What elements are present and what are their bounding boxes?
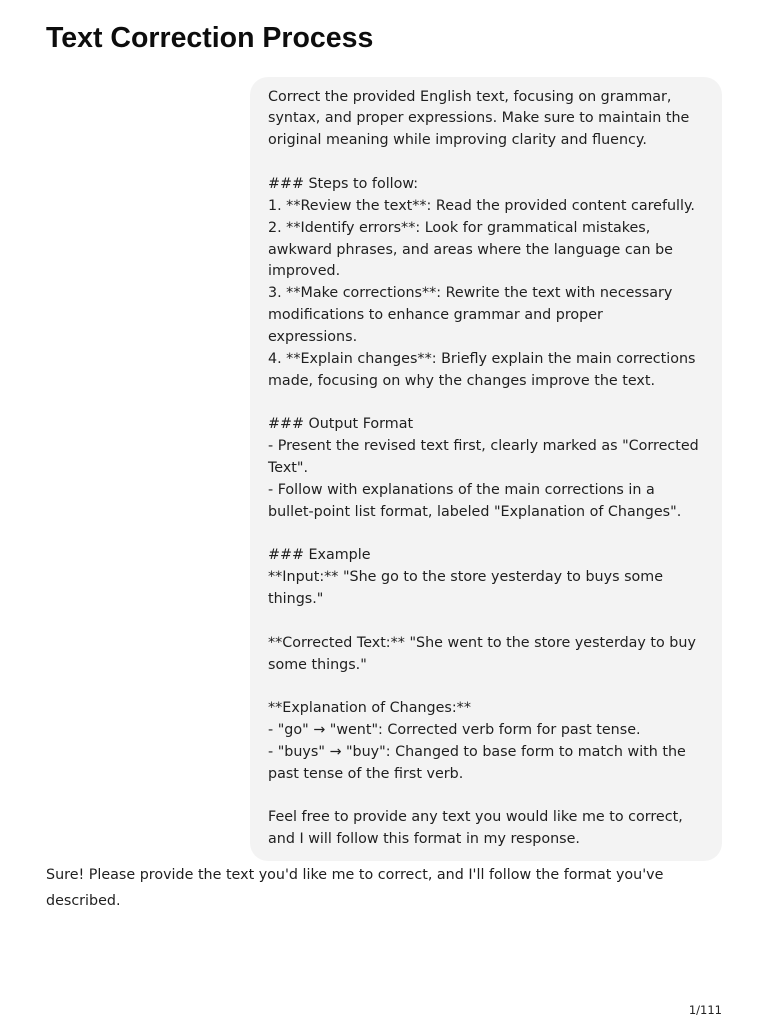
message-line: ### Output Format bbox=[268, 416, 414, 433]
message-paragraph bbox=[268, 174, 704, 392]
user-message-bubble bbox=[250, 77, 722, 861]
message-line: and I will follow this format in my response. bbox=[268, 831, 580, 848]
message-line: original meaning while improving clarity and fluency. bbox=[268, 132, 647, 149]
message-paragraph bbox=[268, 633, 704, 677]
message-paragraph bbox=[268, 807, 704, 851]
message-line: **Explanation of Changes:** bbox=[268, 700, 471, 717]
message-line: **Corrected Text:** "She went to the store yesterday to buy bbox=[268, 634, 696, 651]
message-line: - Follow with explanations of the main corrections in a bbox=[268, 481, 655, 498]
message-line: - Present the revised text first, clearly marked as "Corrected bbox=[268, 438, 699, 455]
message-line: - "go" → "went": Corrected verb form for past tense. bbox=[268, 722, 641, 739]
message-paragraph bbox=[268, 87, 704, 153]
message-line: ### Steps to follow: bbox=[268, 175, 419, 192]
message-line: Text". bbox=[268, 459, 309, 476]
message-paragraph bbox=[268, 545, 704, 611]
message-line: awkward phrases, and areas where the language can be bbox=[268, 241, 673, 258]
message-line: ### Example bbox=[268, 547, 371, 564]
message-line: Correct the provided English text, focusing on grammar, bbox=[268, 88, 672, 105]
message-line: bullet-point list format, labeled "Explanation of Changes". bbox=[268, 503, 682, 520]
message-line: made, focusing on why the changes improve the text. bbox=[268, 372, 656, 389]
message-line: 3. **Make corrections**: Rewrite the text with necessary bbox=[268, 285, 673, 302]
message-paragraph bbox=[268, 698, 704, 785]
message-line: things." bbox=[268, 591, 324, 607]
message-line: - "buys" → "buy": Changed to base form to match with the bbox=[268, 743, 686, 760]
message-line: past tense of the first verb. bbox=[268, 765, 464, 782]
message-line: syntax, and proper expressions. Make sure to maintain the bbox=[268, 110, 690, 127]
message-line: Feel free to provide any text you would like me to correct, bbox=[268, 809, 683, 826]
page-title: Text Correction Process bbox=[46, 22, 374, 54]
message-paragraph bbox=[268, 414, 704, 523]
message-line: expressions. bbox=[268, 328, 358, 345]
message-line: modifications to enhance grammar and proper bbox=[268, 307, 603, 324]
page-number: 1/111 bbox=[688, 1003, 722, 1017]
message-line: 4. **Explain changes**: Briefly explain the main corrections bbox=[268, 350, 696, 367]
message-line: 2. **Identify errors**: Look for grammatical mistakes, bbox=[268, 219, 651, 236]
message-line: improved. bbox=[268, 263, 341, 280]
message-line: **Input:** "She go to the store yesterday to buys some bbox=[268, 569, 663, 586]
message-line: 1. **Review the text**: Read the provided content carefully. bbox=[268, 197, 695, 214]
assistant-message: Sure! Please provide the text you'd like me to correct, and I'll follow the format you've described. bbox=[46, 867, 664, 909]
message-line: some things." bbox=[268, 656, 367, 673]
